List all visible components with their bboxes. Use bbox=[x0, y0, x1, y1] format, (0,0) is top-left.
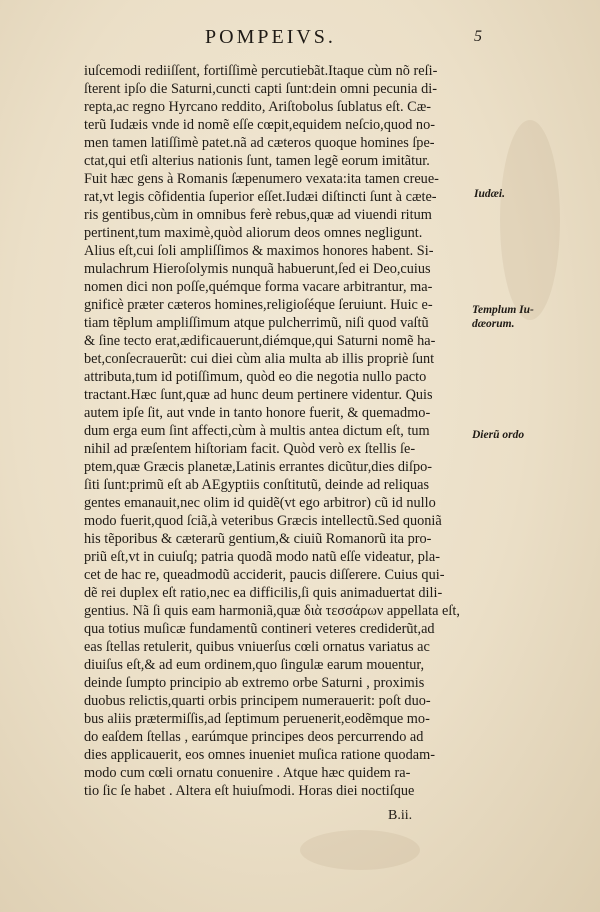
text-line: priũ eſt,vt in cuiuſq; patria quodã modo natũ eſſe videatur, pla- bbox=[84, 549, 440, 565]
text-line: modo cum cœli ornatu conuenire . Atque hæc quidem ra- bbox=[84, 765, 411, 781]
text-line: ctat,qui etſi alterius nationis ſunt, tamen legẽ eorum imitãtur. bbox=[84, 153, 430, 169]
text-line: qua totius muſicæ fundamentũ contineri veteres crediderũt,ad bbox=[84, 621, 435, 637]
text-line: nihil ad præſentem hiſtoriam facit. Quòd verò ex ſtellis ſe- bbox=[84, 441, 416, 457]
text-line: tio ſic ſe habet . Altera eſt huiuſmodi. Horas diei noctiſque bbox=[84, 783, 415, 799]
text-line: bus aliis prætermiſſis,ad ſeptimum peruenerit,eodẽmque mo- bbox=[84, 711, 430, 727]
text-line: ſterent ipſo die Saturni,cuncti capti ſunt:dein omni pecunia di- bbox=[84, 81, 437, 97]
margin-note-dierum-ordo: Dierũ ordo bbox=[472, 429, 525, 441]
text-line: dum erga eum ſint affecti,cùm à multis antea dictum eſt, tum bbox=[84, 423, 430, 439]
margin-note-templum bbox=[472, 303, 534, 331]
text-line: ris gentibus,cùm in omnibus ferè rebus,quæ ad viuendi ritum bbox=[84, 207, 432, 223]
text-line: eas ſtellas retulerit, quibus vniuerſus cœli ornatus variatus ac bbox=[84, 639, 430, 655]
text-line: do eaſdem ſtellas , earúmque principes deos percurrendo ad bbox=[84, 729, 424, 745]
text-line: men tamen latiſſimè patet.nã ad cæteros quoque homines ſpe- bbox=[84, 135, 435, 151]
text-line: dẽ rei duplex eſt ratio,nec ea difficilis,ſi quis animaduertat dili- bbox=[84, 585, 443, 601]
text-line: deinde ſumpto principio ab extremo orbe Saturni , proximis bbox=[84, 675, 425, 691]
page-header bbox=[0, 26, 600, 50]
text-line: Alius eſt,cui ſoli ampliſſimos & maximos honores habent. Si- bbox=[84, 243, 434, 259]
text-line: & ſine tecto erat,ædificauerunt,diémque,qui Saturni nomẽ ha- bbox=[84, 333, 436, 349]
margin-note-templum-line2: dæorum. bbox=[472, 318, 515, 330]
text-line: autem ipſe ſit, aut vnde in tanto honore fuerit, & quemadmo- bbox=[84, 405, 431, 421]
text-line: gentius. Nã ſi quis eam harmoniã,quæ διὰ τεσσάρων appellata eſt, bbox=[84, 603, 460, 619]
text-line: rat,vt legis cõfidentia ſuperior eſſet.Iudæi diſtincti ſunt à cæte- bbox=[84, 189, 437, 205]
margin-note-iudaei: Iudæi. bbox=[474, 188, 505, 200]
text-line: bet,conſecrauerũt: cui diei cùm alia multa ab illis propriè ſunt bbox=[84, 351, 435, 367]
text-line: ſiti ſunt:primũ eſt ab AEgyptiis conſtitutũ, deinde ad reliquas bbox=[84, 477, 430, 493]
text-line: his tẽporibus & cæterarũ gentium,& ciuiũ Romanorũ ita pro- bbox=[84, 531, 432, 547]
text-line: modo fuerit,quod ſciã,à veteribus Græcis intellectũ.Sed quoniã bbox=[84, 513, 442, 529]
signature-mark: B.ii. bbox=[388, 808, 413, 823]
running-head: POMPEIVS. bbox=[205, 26, 336, 48]
text-line: duobus relictis,quarti orbis principem numerauerit: poſt duo- bbox=[84, 693, 431, 709]
text-line: pertinent,tum maximè,quòd aliorum deos omnes negligunt. bbox=[84, 225, 423, 241]
text-line: iuſcemodi rediiſſent, fortiſſimè percutiebãt.Itaque cùm nõ reſi- bbox=[84, 63, 438, 79]
text-line: gentes emanauit,nec olim id quidẽ(vt ego arbitror) cũ id nullo bbox=[84, 495, 436, 511]
text-line: attributa,tum id potiſſimum, quòd eo die negotia nullo pacto bbox=[84, 369, 427, 385]
paper-stain bbox=[500, 120, 560, 320]
body-text bbox=[84, 62, 468, 800]
margin-note-templum-line1: Templum Iu- bbox=[472, 304, 534, 316]
text-line: dies applicauerit, eos omnes inueniet muſica ratione quodam- bbox=[84, 747, 435, 763]
text-line: mulachrum Hieroſolymis nunquã habuerunt,ſed ei Deo,cuius bbox=[84, 261, 431, 277]
text-line: diuiſus eſt,& ad eum ordinem,quo ſingulæ earum mouentur, bbox=[84, 657, 425, 673]
text-line: cet de hac re, queadmodũ acciderit, paucis diſſerere. Cuius qui- bbox=[84, 567, 445, 583]
text-line: Fuit hæc gens à Romanis ſæpenumero vexata:ita tamen creue- bbox=[84, 171, 439, 187]
text-line: ptem,quæ Græcis planetæ,Latinis errantes dicũtur,dies diſpo- bbox=[84, 459, 433, 475]
text-line: repta,ac regno Hyrcano reddito, Ariſtobolus ſublatus eſt. Cæ- bbox=[84, 99, 432, 115]
text-line: terũ Iudæis vnde id nomẽ eſſe cœpit,equidem neſcio,quod no- bbox=[84, 117, 435, 133]
paper-stain bbox=[300, 830, 420, 870]
text-line: tractant.Hæc ſunt,quæ ad hunc deum pertinere videntur. Quis bbox=[84, 387, 433, 403]
text-line: gnificè præter cæteros homines,religioſéque ſeruiunt. Huic e- bbox=[84, 297, 433, 313]
text-line: tiam tẽplum ampliſſimum atque pulcherrimũ, niſi quod vaſtũ bbox=[84, 315, 429, 331]
text-line: nomen dici non poſſe,quémque forma vacare arbitrantur, ma- bbox=[84, 279, 433, 295]
folio-number: 5 bbox=[474, 28, 482, 45]
